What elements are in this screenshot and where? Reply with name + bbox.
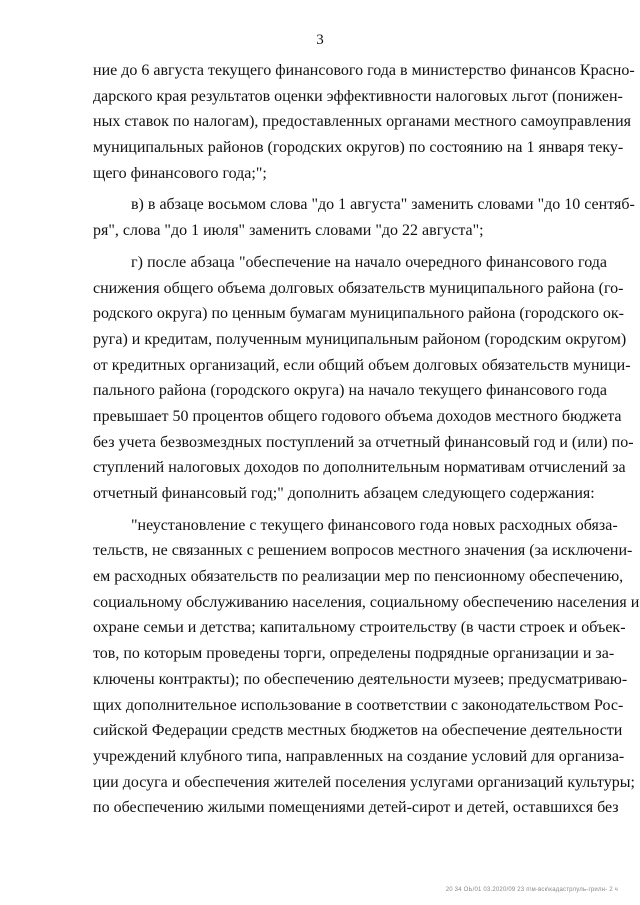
paragraph-4: [93, 516, 640, 825]
text-line: ние до 6 августа текущего финансового года в министерство финансов Красно-: [93, 62, 635, 79]
document-body: [93, 62, 640, 825]
text-line: тельств, не связанных с решением вопросов местного значения (за исключени-: [93, 542, 633, 560]
text-line: щего финансового года;";: [93, 164, 267, 182]
text-line: от кредитных организаций, если общий объем долговых обязательств муници-: [93, 356, 631, 374]
text-line: ных ставок по налогам), предоставленных органами местного самоуправления: [93, 113, 632, 131]
paragraph-2: [93, 196, 635, 247]
text-line: ключены контракты); по обеспечению деятельности музеев; предусматриваю-: [93, 670, 628, 688]
text-line: социальному обслуживанию населения, социальному обеспечению населения и: [93, 593, 640, 611]
text-line: ступлений налоговых доходов по дополнительным нормативам отчислений за: [93, 459, 626, 477]
text-line: ем расходных обязательств по реализации мер по пенсионному обеспечению,: [93, 568, 624, 586]
page-number: 3: [316, 32, 324, 48]
paragraph-1: [93, 62, 635, 190]
text-line: "неустановление с текущего финансового года новых расходных обяза-: [131, 516, 618, 534]
text-line: ции досуга и обеспечения жителей поселения услугами организаций культуры;: [93, 773, 635, 791]
text-line: ря", слова "до 1 июля" заменить словами "до 22 августа";: [93, 222, 484, 240]
text-line: отчетный финансовый год;" дополнить абзацем следующего содержания:: [93, 485, 595, 502]
text-line: щих дополнительное использование в соответствии с законодательством Рос-: [93, 696, 624, 714]
text-line: дарского края результатов оценки эффективности налоговых льгот (понижен-: [93, 87, 623, 105]
text-line: сийской Федерации средств местных бюджетов на обеспечение деятельности: [93, 722, 623, 740]
text-line: снижения общего объема долговых обязательств муниципального района (го-: [93, 279, 624, 297]
text-line: руга) и кредитам, полученным муниципальным районом (городским округом): [93, 330, 627, 348]
text-line: пального района (городского округа) на начало текущего финансового года: [93, 382, 607, 400]
document-footer-stamp: 20 34 ОЬ/01 03.2020/09 23 п\м-вск\кадастрлуль-грилн- 2 ч: [445, 887, 618, 893]
text-line: по обеспечению жилыми помещениями детей-сирот и детей, оставшихся без: [93, 799, 619, 817]
text-line: г) после абзаца "обеспечение на начало очередного финансового года: [131, 253, 607, 271]
paragraph-3: [93, 253, 634, 511]
text-line: в) в абзаце восьмом слова "до 1 августа" заменить словами "до 10 сентяб-: [131, 196, 635, 214]
text-line: учреждений клубного типа, направленных на создание условий для организа-: [93, 747, 625, 765]
text-line: без учета безвозмездных поступлений за отчетный финансовый год и (или) по-: [93, 433, 634, 451]
text-line: охране семьи и детства; капитальному строительству (в части строек и объек-: [93, 619, 626, 637]
text-line: превышает 50 процентов общего годового объема доходов местного бюджета: [93, 407, 622, 425]
text-line: родского округа) по ценным бумагам муниципального района (городского ок-: [93, 305, 624, 323]
text-line: тов, по которым проведены торги, определены подрядные организации и за-: [93, 645, 615, 663]
text-line: муниципальных районов (городских округов) по состоянию на 1 января теку-: [93, 139, 624, 157]
